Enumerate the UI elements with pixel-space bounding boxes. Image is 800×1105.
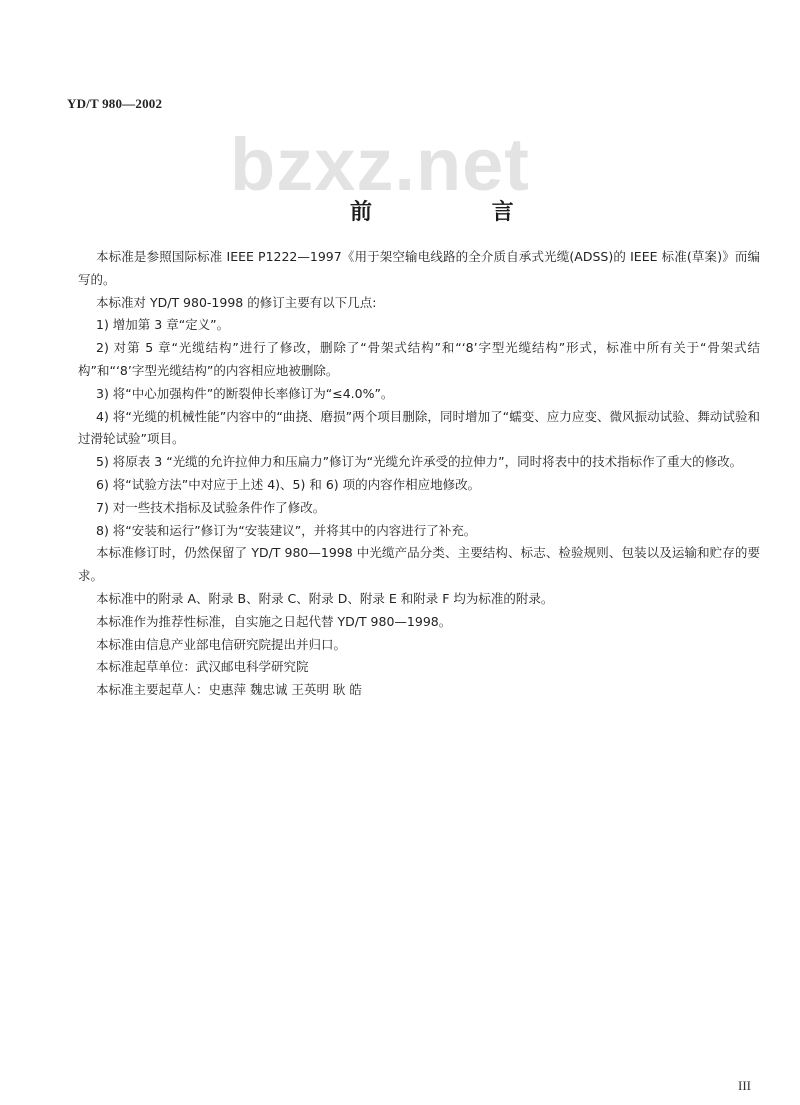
- standard-code: YD/T 980—2002: [67, 96, 163, 111]
- preface-paragraph: 2) 对第 5 章“光缆结构”进行了修改，删除了“骨架式结构”和“‘8’字型光缆结构”形式，标准中所有关于“骨架式结构”和“‘8’字型光缆结构”的内容相应地被删除。: [78, 340, 760, 378]
- preface-paragraph: 本标准修订时，仍然保留了 YD/T 980—1998 中光缆产品分类、主要结构、标志、检验规则、包装以及运输和贮存的要求。: [78, 545, 760, 584]
- preface-paragraph: 本标准是参照国际标准 IEEE P1222—1997《用于架空输电线路的全介质自承式光缆(ADSS)的 IEEE 标准(草案)》而编写的。: [78, 249, 760, 287]
- preface-paragraph: 4) 将“光缆的机械性能”内容中的“曲挠、磨损”两个项目删除，同时增加了“蠕变、应力应变、微风振动试验、舞动试验和过滑轮试验”项目。: [78, 408, 760, 447]
- preface-paragraph: 本标准中的附录 A、附录 B、附录 C、附录 D、附录 E 和附录 F 均为标准的附录。: [96, 590, 554, 606]
- preface-paragraph: 5) 将原表 3 “光缆的允许拉伸力和压扁力”修订为“光缆允许承受的拉伸力”，同时将表中的技术指标作了重大的修改。: [96, 454, 743, 470]
- preface-paragraph: 1) 增加第 3 章“定义”。: [96, 317, 230, 333]
- preface-paragraph: 8) 将“安装和运行”修订为“安装建议”，并将其中的内容进行了补充。: [96, 522, 477, 538]
- preface-paragraph: 本标准对 YD/T 980-1998 的修订主要有以下几点:: [96, 294, 377, 310]
- preface-paragraph: 本标准作为推荐性标准，自实施之日起代替 YD/T 980—1998。: [96, 613, 452, 629]
- preface-body: [78, 246, 760, 702]
- preface-paragraph: 3) 将“中心加强构件”的断裂伸长率修订为“≤4.0%”。: [96, 385, 394, 401]
- preface-paragraph: 6) 将“试验方法”中对应于上述 4)、5) 和 6) 项的内容作相应地修改。: [96, 476, 481, 492]
- page-number: III: [738, 1078, 751, 1093]
- preface-paragraph: 7) 对一些技术指标及试验条件作了修改。: [96, 499, 326, 515]
- preface-paragraph: 本标准主要起草人：史惠萍 魏忠诚 王英明 耿 皓: [96, 682, 362, 698]
- watermark: bzxz.net: [230, 123, 530, 206]
- preface-paragraph: 本标准起草单位：武汉邮电科学研究院: [96, 659, 309, 675]
- page-title: 前 言: [350, 200, 570, 225]
- preface-paragraph: 本标准由信息产业部电信研究院提出并归口。: [96, 636, 347, 652]
